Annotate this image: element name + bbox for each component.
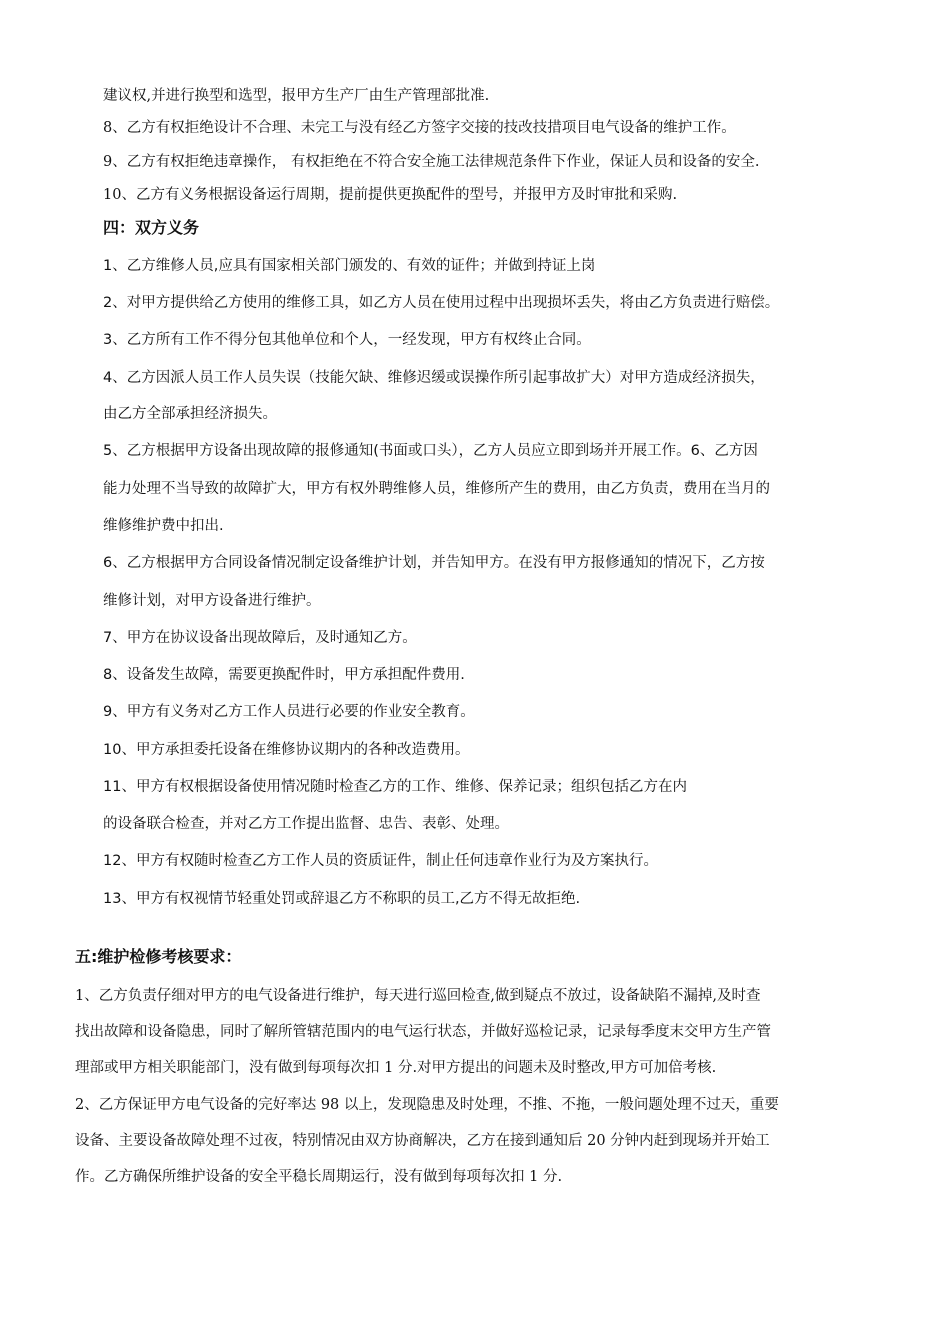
paragraph-line: 7、甲方在协议设备出现故障后，及时通知乙方。	[103, 630, 417, 646]
paragraph-line: 8、乙方有权拒绝设计不合理、未完工与没有经乙方签字交接的技改技措项目电气设备的维护工作。	[103, 120, 736, 136]
paragraph-line: 的设备联合检查，并对乙方工作提出监督、忠告、表彰、处理。	[103, 816, 509, 832]
paragraph-line: 建议权,并进行换型和选型，报甲方生产厂由生产管理部批准.	[103, 88, 490, 104]
paragraph-line: 2、对甲方提供给乙方使用的维修工具，如乙方人员在使用过程中出现损坏丢失，将由乙方负责进行赔偿。	[103, 295, 780, 311]
paragraph-line: 8、设备发生故障，需要更换配件时，甲方承担配件费用.	[103, 667, 465, 683]
paragraph-line: 11、甲方有权根据设备使用情况随时检查乙方的工作、维修、保养记录；组织包括乙方在内	[103, 779, 687, 795]
paragraph-line: 12、甲方有权随时检查乙方工作人员的资质证件，制止任何违章作业行为及方案执行。	[103, 853, 658, 869]
paragraph-line: 3、乙方所有工作不得分包其他单位和个人，一经发现，甲方有权终止合同。	[103, 332, 591, 348]
paragraph-line: 理部或甲方相关职能部门，没有做到每项每次扣 1 分.对甲方提出的问题未及时整改,甲方可加倍考核.	[75, 1060, 717, 1076]
section-heading-obligations: 四：双方义务	[103, 218, 200, 237]
paragraph-line: 能力处理不当导致的故障扩大，甲方有权外聘维修人员，维修所产生的费用，由乙方负责，费用在当月的	[103, 481, 770, 497]
paragraph-line: 维修计划，对甲方设备进行维护。	[103, 593, 321, 609]
section-heading-maintenance-assessment: 五:维护检修考核要求：	[75, 947, 242, 966]
paragraph-line: 10、乙方有义务根据设备运行周期，提前提供更换配件的型号，并报甲方及时审批和采购.	[103, 187, 678, 203]
paragraph-line: 6、乙方根据甲方合同设备情况制定设备维护计划，并告知甲方。在没有甲方报修通知的情况下，乙方按	[103, 555, 765, 571]
paragraph-line: 设备、主要设备故障处理不过夜，特别情况由双方协商解决，乙方在接到通知后 20 分钟内赶到现场并开始工	[75, 1133, 770, 1149]
paragraph-line: 作。乙方确保所维护设备的安全平稳长周期运行，没有做到每项每次扣 1 分.	[75, 1169, 563, 1185]
paragraph-line: 13、甲方有权视情节轻重处罚或辞退乙方不称职的员工,乙方不得无故拒绝.	[103, 891, 581, 907]
paragraph-line: 5、乙方根据甲方设备出现故障的报修通知(书面或口头），乙方人员应立即到场并开展工作。6、乙方因	[103, 443, 758, 459]
paragraph-line: 由乙方全部承担经济损失。	[103, 406, 277, 422]
paragraph-line: 找出故障和设备隐患，同时了解所管辖范围内的电气运行状态，并做好巡检记录，记录每季度末交甲方生产管	[75, 1024, 771, 1040]
paragraph-line: 9、乙方有权拒绝违章操作， 有权拒绝在不符合安全施工法律规范条件下作业，保证人员和设备的安全.	[103, 154, 760, 170]
paragraph-line: 4、乙方因派人员工作人员失误（技能欠缺、维修迟缓或误操作所引起事故扩大）对甲方造成经济损失，	[103, 370, 765, 386]
paragraph-line: 2、乙方保证甲方电气设备的完好率达 98 以上，发现隐患及时处理，不推、不拖，一般问题处理不过天，重要	[75, 1097, 779, 1113]
paragraph-line: 1、乙方维修人员,应具有国家相关部门颁发的、有效的证件；并做到持证上岗	[103, 258, 596, 274]
paragraph-line: 维修维护费中扣出.	[103, 518, 224, 534]
paragraph-line: 9、甲方有义务对乙方工作人员进行必要的作业安全教育。	[103, 704, 475, 720]
paragraph-line: 10、甲方承担委托设备在维修协议期内的各种改造费用。	[103, 742, 470, 758]
paragraph-line: 1、乙方负责仔细对甲方的电气设备进行维护，每天进行巡回检查,做到疑点不放过，设备缺陷不漏掉,及时查	[75, 988, 761, 1004]
